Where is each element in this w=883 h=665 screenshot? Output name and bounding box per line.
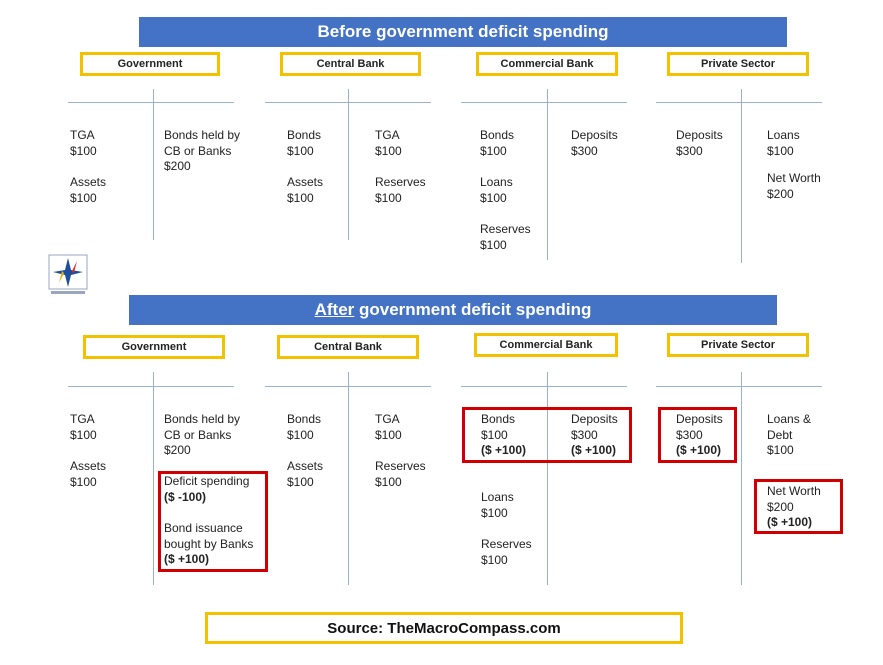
after-comm-bonds: Bonds $100	[481, 412, 516, 442]
before-cb-bonds: Bonds $100	[287, 128, 322, 158]
compass-star-logo-icon	[48, 254, 88, 296]
after-t-account-cb-vline	[348, 372, 349, 585]
after-priv-loans-debt: Loans & Debt $100	[767, 412, 812, 457]
after-comm-loans: Loans $100	[481, 490, 514, 520]
after-priv-deposits: Deposits $300	[676, 412, 723, 442]
before-gov-assets: Assets $100	[70, 175, 107, 205]
before-label-central-bank: Central Bank	[280, 52, 421, 76]
after-label-private-sector: Private Sector	[667, 333, 809, 357]
before-label-commercial-bank: Commercial Bank	[476, 52, 618, 76]
after-gov-deficit-label: Deficit spending	[164, 474, 250, 488]
after-cb-bonds: Bonds $100	[287, 412, 322, 442]
after-gov-assets: Assets $100	[70, 459, 107, 489]
before-title-banner	[139, 17, 787, 47]
after-title-underlined: After	[314, 300, 355, 319]
after-cb-assets: Assets $100	[287, 459, 324, 489]
after-comm-deposits: Deposits $300	[571, 412, 618, 442]
after-gov-deficit-change: ($ -100)	[164, 490, 207, 504]
after-comm-bonds-change: ($ +100)	[481, 443, 527, 457]
before-cb-assets: Assets $100	[287, 175, 324, 205]
after-label-commercial-bank: Commercial Bank	[474, 333, 618, 357]
after-priv-net-worth-change: ($ +100)	[767, 515, 813, 529]
after-label-central-bank: Central Bank	[277, 335, 419, 359]
after-gov-issuance-label: Bond issuance bought by Banks	[164, 521, 254, 551]
before-priv-deposits: Deposits $300	[676, 128, 723, 158]
after-t-account-gov-hline	[68, 386, 234, 387]
before-priv-net-worth: Net Worth $200	[767, 171, 821, 201]
after-t-account-gov-vline	[153, 372, 154, 585]
before-t-account-comm-vline	[547, 89, 548, 260]
after-cb-tga: TGA $100	[375, 412, 402, 442]
before-label-private-sector: Private Sector	[667, 52, 809, 76]
before-gov-bonds-held: Bonds held by CB or Banks $200	[164, 128, 241, 173]
before-comm-loans: Loans $100	[480, 175, 513, 205]
after-priv-net-worth: Net Worth $200	[767, 484, 821, 514]
before-comm-deposits: Deposits $300	[571, 128, 618, 158]
after-t-account-comm-vline	[547, 372, 548, 585]
before-gov-tga: TGA $100	[70, 128, 97, 158]
before-t-account-priv-hline	[656, 102, 822, 103]
after-title-banner	[129, 295, 777, 325]
after-gov-issuance-change: ($ +100)	[164, 552, 210, 566]
before-label-government: Government	[80, 52, 220, 76]
before-priv-loans: Loans $100	[767, 128, 800, 158]
before-cb-reserves: Reserves $100	[375, 175, 426, 205]
before-comm-bonds: Bonds $100	[480, 128, 515, 158]
before-t-account-gov-vline	[153, 89, 154, 240]
before-title: Before government deficit spending	[317, 22, 609, 41]
before-comm-reserves: Reserves $100	[480, 222, 531, 252]
before-t-account-comm-hline	[461, 102, 627, 103]
after-cb-reserves: Reserves $100	[375, 459, 426, 489]
before-cb-tga: TGA $100	[375, 128, 402, 158]
after-t-account-priv-hline	[656, 386, 822, 387]
after-t-account-comm-hline	[461, 386, 627, 387]
after-gov-bonds-held: Bonds held by CB or Banks $200	[164, 412, 241, 457]
source-caption: Source: TheMacroCompass.com	[205, 612, 683, 644]
after-comm-deposits-change: ($ +100)	[571, 443, 617, 457]
after-t-account-priv-vline	[741, 372, 742, 585]
after-comm-reserves: Reserves $100	[481, 537, 532, 567]
after-priv-deposits-change: ($ +100)	[676, 443, 722, 457]
after-title-rest: government deficit spending	[354, 300, 592, 319]
before-t-account-priv-vline	[741, 89, 742, 263]
before-t-account-cb-vline	[348, 89, 349, 240]
after-gov-tga: TGA $100	[70, 412, 97, 442]
before-t-account-gov-hline	[68, 102, 234, 103]
after-label-government: Government	[83, 335, 225, 359]
